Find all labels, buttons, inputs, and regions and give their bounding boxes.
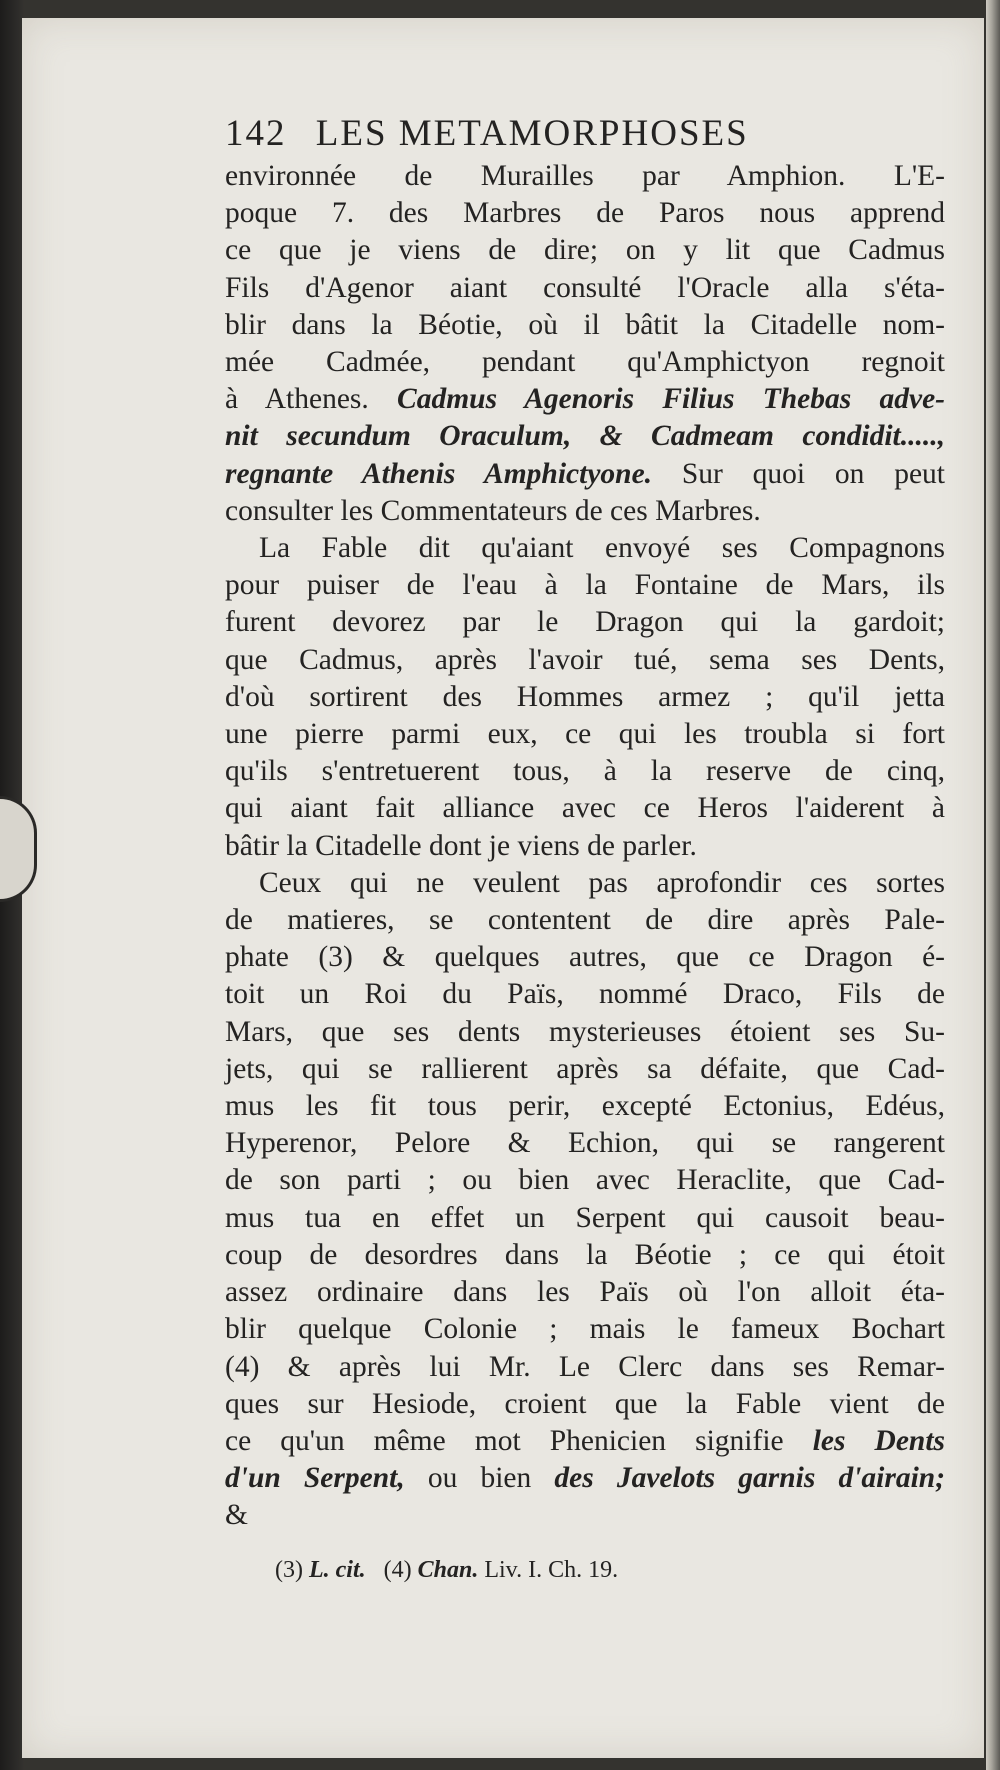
italic-phrase: les Dents: [812, 1424, 946, 1457]
page-number: 142: [225, 113, 287, 154]
text-line: [225, 456, 945, 493]
text-line: de son parti ; ou bien avec Heraclite, que Cad-: [225, 1164, 945, 1197]
text-line: qui aiant fait alliance avec ce Heros l'aiderent à: [225, 792, 945, 825]
footnotes: [225, 1555, 945, 1585]
text-line: qu'ils s'entretuerent tous, à la reserve de cinq,: [225, 755, 945, 788]
running-header: [225, 112, 945, 156]
text-line: furent devorez par le Dragon qui la gardoit;: [225, 606, 945, 639]
text-line: mus tua en effet un Serpent qui causoit beau-: [225, 1201, 945, 1234]
paragraph-3: [225, 865, 945, 1535]
text-line: ce que je viens de dire; on y lit que Cadmus: [225, 234, 945, 267]
page-text: [225, 112, 945, 1585]
italic-phrase: d'un Serpent,: [225, 1462, 405, 1495]
running-title: LES METAMORPHOSES: [315, 113, 749, 154]
page-edge: [986, 0, 1000, 1770]
text-line: blir dans la Béotie, où il bâtit la Citadelle nom-: [225, 308, 945, 341]
text-line: (4) & après lui Mr. Le Clerc dans ses Remar-: [225, 1350, 945, 1383]
latin-quote: regnante Athenis Amphictyone.: [225, 457, 653, 490]
latin-quote-line: nit secundum Oraculum, & Cadmeam condidit.....,: [225, 420, 945, 453]
text-line: Hyperenor, Pelore & Echion, qui se rangerent: [225, 1127, 945, 1160]
text-line: une pierre parmi eux, ce qui les troubla si fort: [225, 718, 945, 751]
text-line: La Fable dit qu'aiant envoyé ses Compagnons: [259, 532, 945, 565]
text-line: blir quelque Colonie ; mais le fameux Bochart: [225, 1313, 945, 1346]
catchword: &: [225, 1499, 248, 1532]
text-line: [225, 1423, 945, 1460]
text-line: [225, 1460, 945, 1497]
italic-phrase: des Javelots garnis d'airain;: [554, 1462, 946, 1495]
paragraph-1: [225, 158, 945, 530]
text-line: [225, 381, 945, 418]
latin-quote: Cadmus Agenoris Filius Thebas adve-: [397, 383, 945, 416]
text-line: pour puiser de l'eau à la Fontaine de Mars, ils: [225, 569, 945, 602]
text-line: phate (3) & quelques autres, que ce Dragon é-: [225, 941, 945, 974]
text-line: coup de desordres dans la Béotie ; ce qui étoit: [225, 1238, 945, 1271]
text-line: jets, qui se rallierent après sa défaite, que Cad-: [225, 1052, 945, 1085]
text-line: mus les fit tous perir, excepté Ectonius, Edéus,: [225, 1090, 945, 1123]
text-line: poque 7. des Marbres de Paros nous apprend: [225, 197, 945, 230]
footnote-4-marker: (4): [383, 1556, 412, 1583]
paragraph-2: [225, 530, 945, 865]
text-line: consulter les Commentateurs de ces Marbres.: [225, 494, 761, 527]
text-segment: ce qu'un même mot Phenicien signifie: [225, 1424, 784, 1457]
text-line: environnée de Murailles par Amphion. L'E-: [225, 160, 945, 192]
text-line: Ceux qui ne veulent pas aprofondir ces sortes: [259, 866, 945, 899]
text-line: assez ordinaire dans les Païs où l'on alloit éta-: [225, 1276, 945, 1309]
footnote-4-reference: Liv. I. Ch. 19.: [484, 1556, 619, 1583]
text-segment: Sur quoi on peut: [681, 457, 945, 490]
text-segment: ou bien: [427, 1462, 532, 1495]
text-line: toit un Roi du Païs, nommé Draco, Fils de: [225, 978, 945, 1011]
footnote-3-reference: L. cit.: [308, 1556, 366, 1583]
footnote-3-marker: (3): [275, 1556, 303, 1583]
text-segment: à Athenes.: [225, 383, 369, 416]
text-line: bâtir la Citadelle dont je viens de parler.: [225, 829, 697, 862]
footnote-4-title: Chan.: [417, 1556, 479, 1583]
text-line: mée Cadmée, pendant qu'Amphictyon regnoit: [225, 346, 945, 379]
text-line: Fils d'Agenor aiant consulté l'Oracle alla s'éta-: [225, 271, 945, 304]
text-line: de matieres, se contentent de dire après Pale-: [225, 904, 945, 937]
text-line: Mars, que ses dents mysterieuses étoient ses Su-: [225, 1015, 945, 1048]
text-line: que Cadmus, après l'avoir tué, sema ses Dents,: [225, 643, 945, 676]
text-line: d'où sortirent des Hommes armez ; qu'il jetta: [225, 680, 945, 713]
text-line: ques sur Hesiode, croient que la Fable vient de: [225, 1387, 945, 1420]
